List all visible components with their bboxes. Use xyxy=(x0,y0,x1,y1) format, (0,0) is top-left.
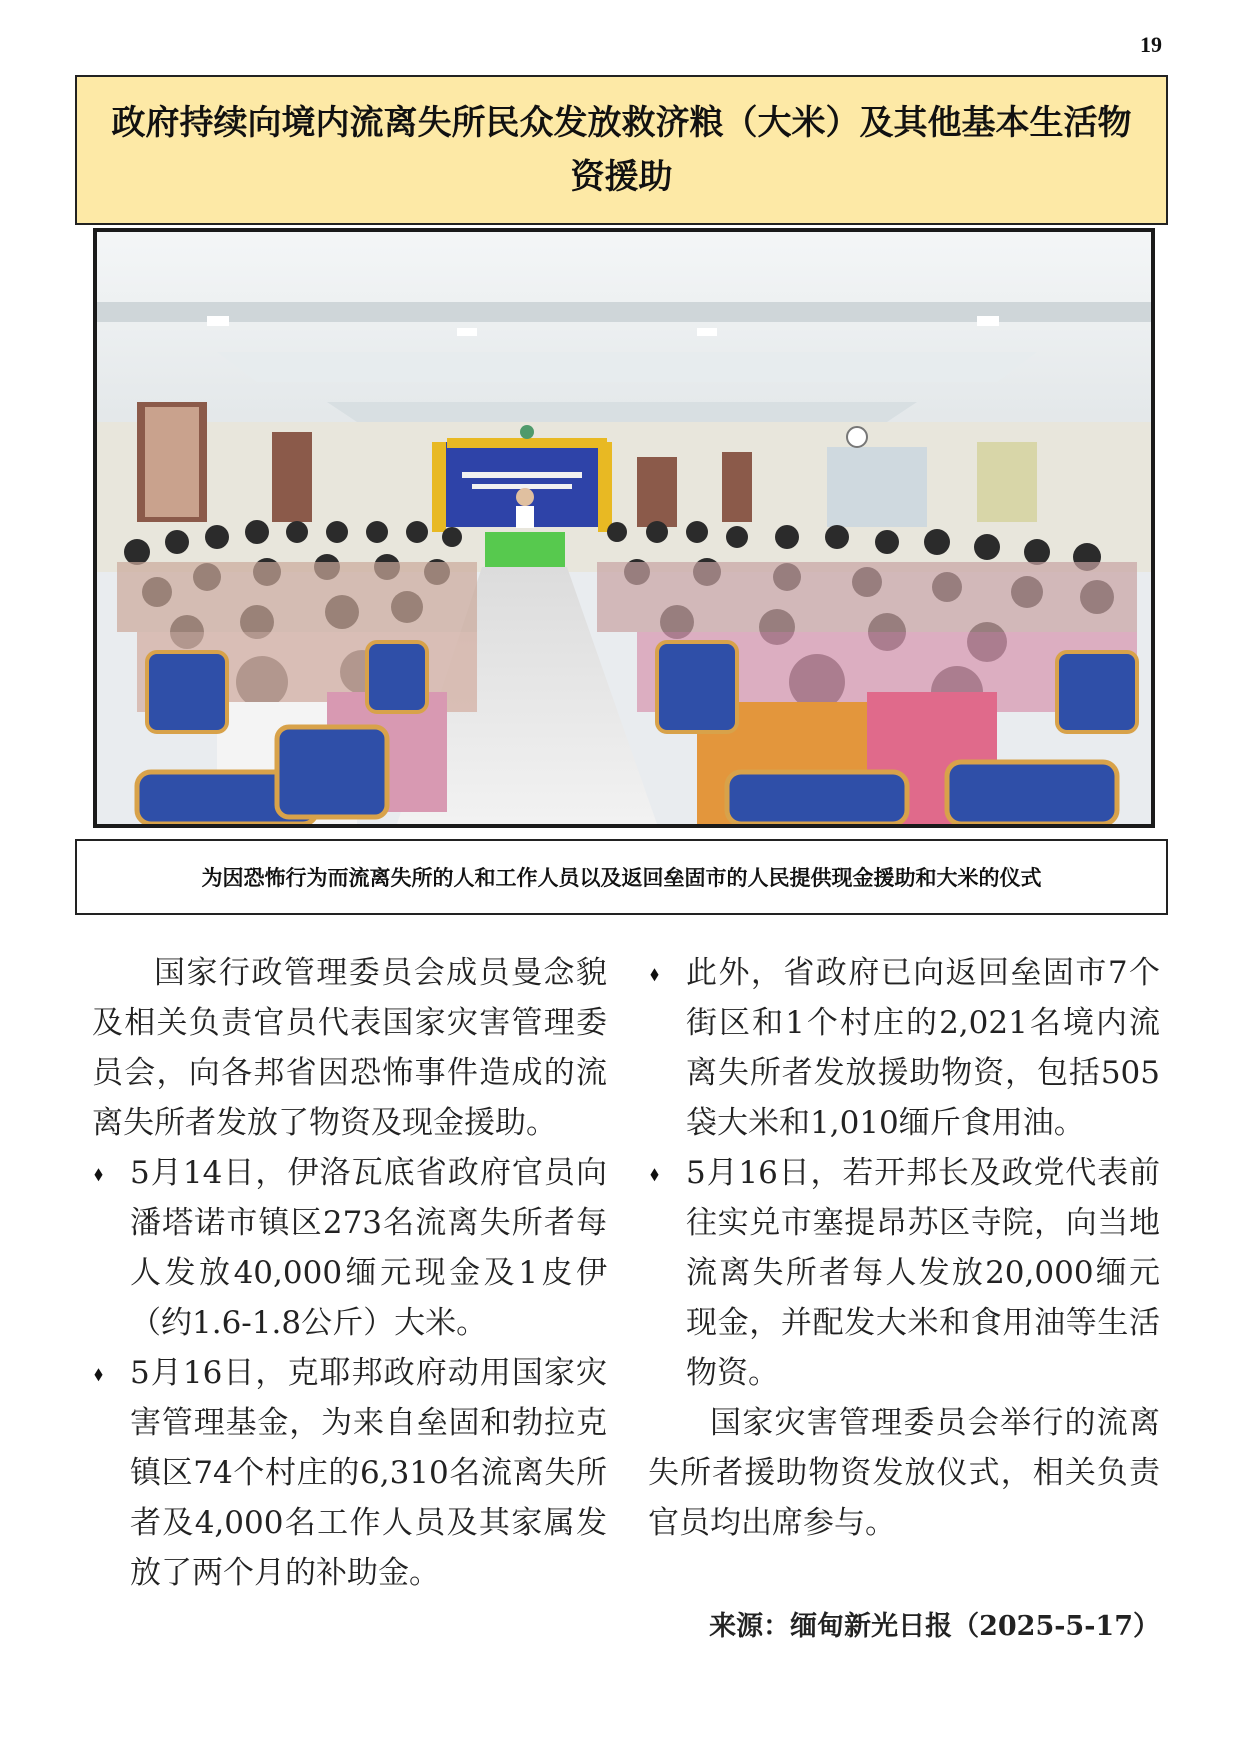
list-item-text: 5月16日，若开邦长及政党代表前往实兑市塞提昂苏区寺院，向当地流离失所者每人发放20,000缅元现金，并配发大米和食用油等生活物资。 xyxy=(686,1155,1160,1391)
closing-paragraph: 国家灾害管理委员会举行的流离失所者援助物资发放仪式，相关负责官员均出席参与。 xyxy=(648,1405,1160,1541)
source-credit: 来源：缅甸新光日报（2025-5-17） xyxy=(709,1611,1160,1642)
headline: 政府持续向境内流离失所民众发放救济粮（大米）及其他基本生活物资援助 xyxy=(111,103,1132,197)
list-item xyxy=(92,1148,607,1348)
list-item-text: 此外，省政府已向返回垒固市7个街区和1个村庄的2,021名境内流离失所者发放援助物资，包括505袋大米和1,010缅斤食用油。 xyxy=(686,955,1160,1141)
list-item-text: 5月16日，克耶邦政府动用国家灾害管理基金，为来自垒固和勃拉克镇区74个村庄的6,310名流离失所者及4,000名工作人员及其家属发放了两个月的补助金。 xyxy=(130,1355,607,1591)
photo-caption: 为因恐怖行为而流离失所的人和工作人员以及返回垒固市的人民提供现金援助和大米的仪式 xyxy=(201,866,1042,890)
list-item-text: 5月14日，伊洛瓦底省政府官员向潘塔诺市镇区273名流离失所者每人发放40,000缅元现金及1皮伊（约1.6-1.8公斤）大米。 xyxy=(130,1155,607,1341)
list-item xyxy=(648,948,1160,1148)
bullet-icon: ⬧ xyxy=(94,1161,103,1185)
meeting-hall-illustration xyxy=(97,232,1151,824)
page-number: 19 xyxy=(1140,32,1162,57)
photo-caption-box xyxy=(75,839,1168,915)
list-item xyxy=(92,1348,607,1598)
right-column xyxy=(648,948,1160,1548)
bullet-icon: ⬧ xyxy=(650,961,659,985)
intro-paragraph: 国家行政管理委员会成员曼念貌及相关负责官员代表国家灾害管理委员会，向各邦省因恐怖事件造成的流离失所者发放了物资及现金援助。 xyxy=(92,955,607,1141)
bullet-icon: ⬧ xyxy=(650,1161,659,1185)
left-column xyxy=(92,948,607,1598)
news-photo xyxy=(93,228,1155,828)
headline-box xyxy=(75,75,1168,225)
bullet-icon: ⬧ xyxy=(94,1361,103,1385)
list-item xyxy=(648,1148,1160,1398)
